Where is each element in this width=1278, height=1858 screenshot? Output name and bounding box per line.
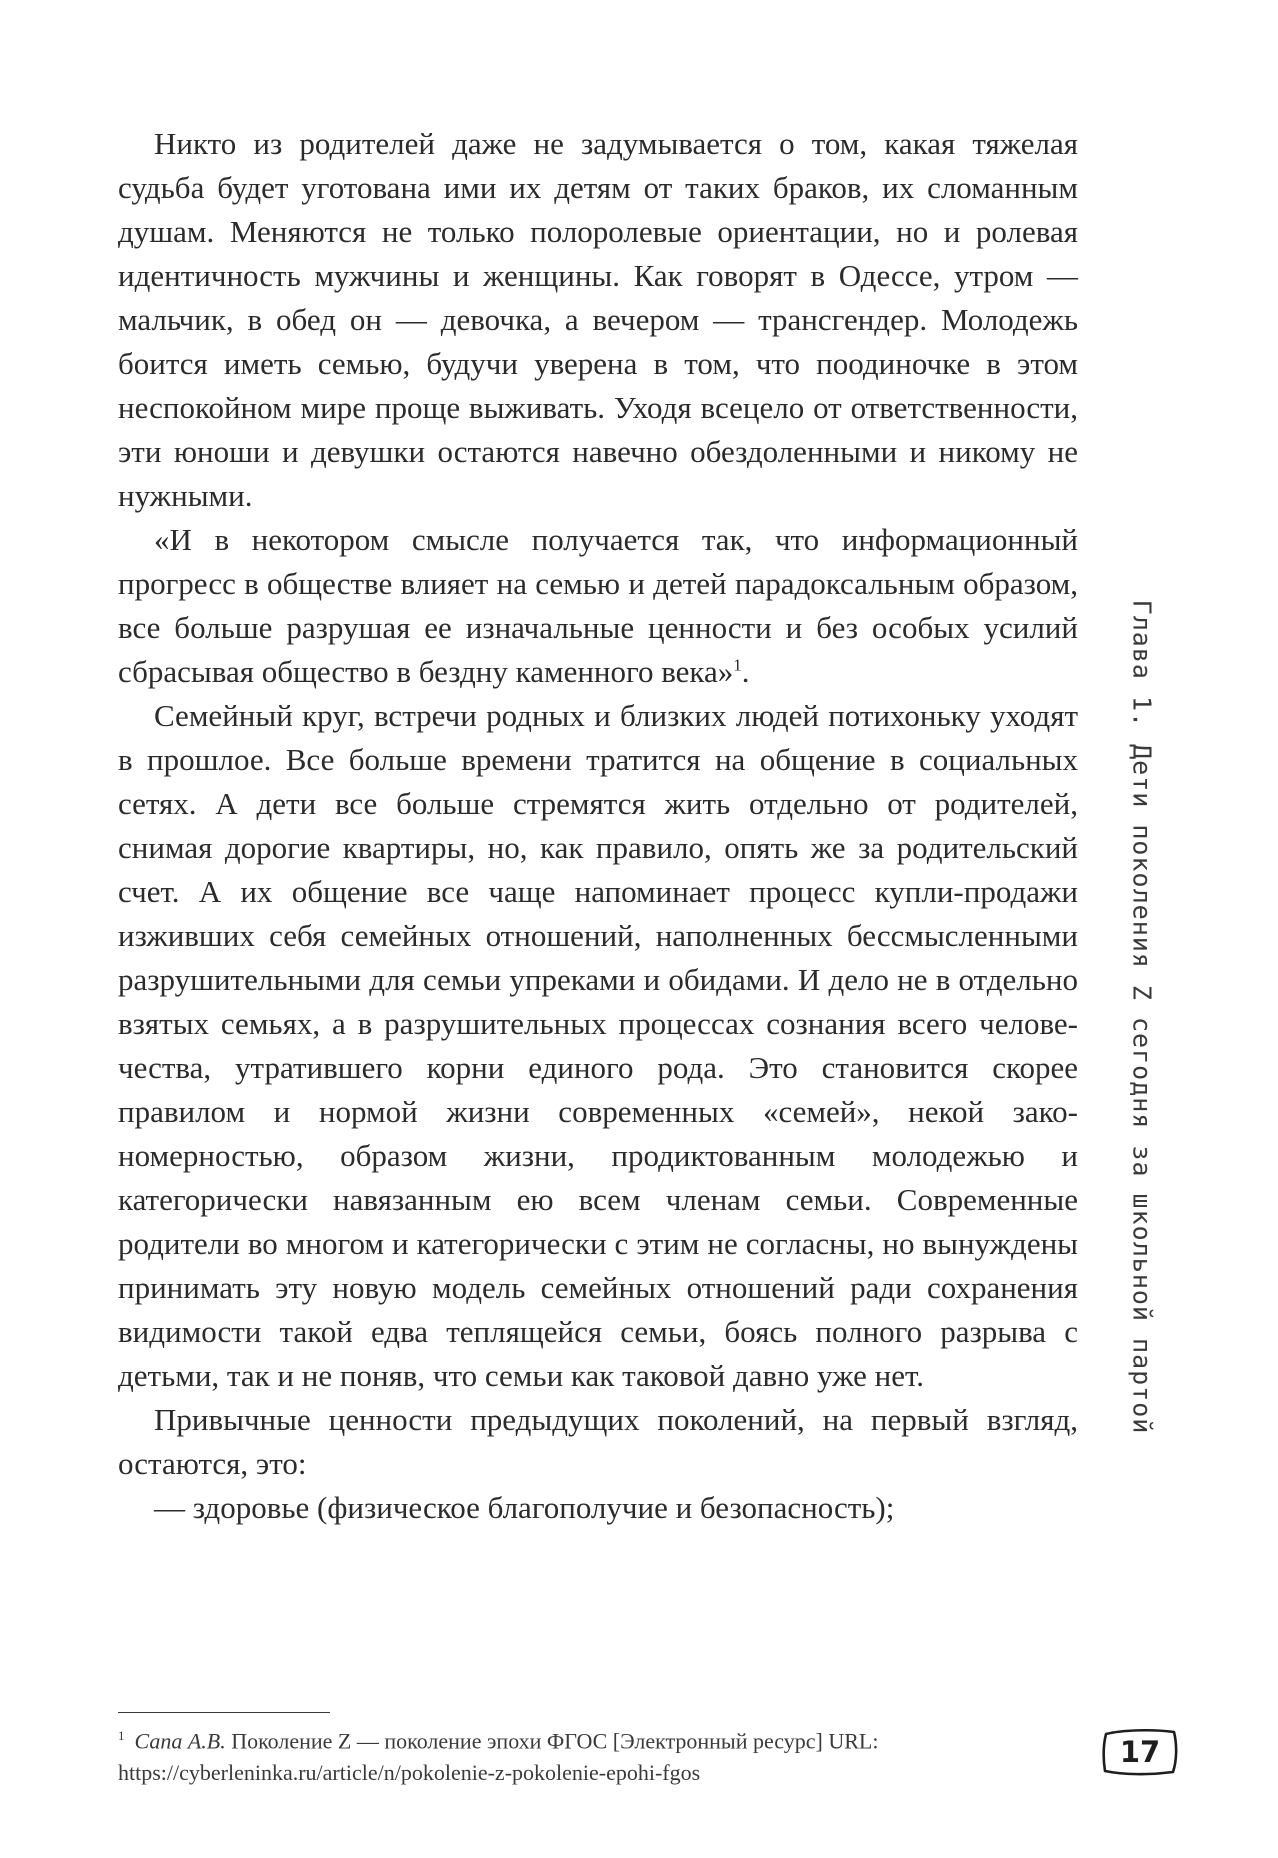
footnote-author: Сапа А.В. [134,1728,226,1754]
paragraph-4: Привычные ценности предыдущих поколений, на первый взгляд, остаются, это: [118,1402,1078,1481]
footnote-text: Поколение Z — поколение эпохи ФГОС [Электронный ресурс] URL: https://cyberleninka.ru/article/n/pokolenie-z-pokolenie-epohi-fgos [118,1728,879,1786]
page-number-badge [1100,1726,1180,1778]
quote-end-punct: . [741,654,750,689]
footnote-divider [118,1712,330,1713]
footnote-number: 1 [118,1728,125,1743]
paragraph-1: Никто из родителей даже не задумывается о том, какая тяжелая судьба будет уготована ими их детям от таких браков, их сломанным душам. Меняются не только полоролевые ориентации, но и ролевая идентичность мужчины и женщины. Как говорят в Одессе, утром — мальчик, в обед он — девочка, а вечером — трансгендер. Молодежь боится иметь семью, будучи уверена в том, что поодиночке в этом неспокойном мире проще выживать. Уходя всецело от ответственности, эти юноши и девушки остаются навечно обездоленными и никому не нужными. [118,126,1078,513]
running-head-text: Глава 1. Дети поколения Z сегодня за школьной партой [1127,599,1157,1435]
footnote-reference[interactable]: 1 [733,655,742,675]
paragraph-3: Семейный круг, встречи родных и близких людей потихоньку уходят в прошлое. Все больше времени тратится на общение в социальных сетях. А дети все больше стремятся жить отдельно от родителей, снимая дорогие квартиры, но, как правило, опять же за родительский счет. А их общение все чаще напоминает процесс купли-продажи изживших себя семейных отношений, наполненных бессмысленными разрушительными для семьи упреками и обидами. И дело не в отдельно взятых семьях, а в разрушительных процессах сознания всего человечества, утратившего корни единого рода. Это становится скорее правилом и нормой жизни современных «семей», некой закономерностью, образом жизни, продиктованным молодежью и категорически навязанным ею всем членам семьи. Современные родители во многом и категорически с этим не согласны, но вынуждены принимать эту новую модель семейных отношений ради сохранения видимости такой едва теплящейся семьи, боясь полного разрыва с детьми, так и не поняв, что семьи как таковой давно уже нет. [118,698,1078,1393]
footnote [118,1720,1098,1789]
paragraph-2-quote [118,518,1078,694]
page-number: 17 [1119,1735,1161,1769]
body-text [118,122,1078,1530]
quote-text: «И в некотором смысле получается так, что информационный прогресс в обществе влияет на семью и детей парадоксальным образом, все больше разрушая ее изначальные ценности и без особых усилий сбрасывая общество в бездну каменного века» [118,522,1078,689]
list-item-health: — здоровье (физическое благополучие и безопасность); [154,1490,895,1525]
